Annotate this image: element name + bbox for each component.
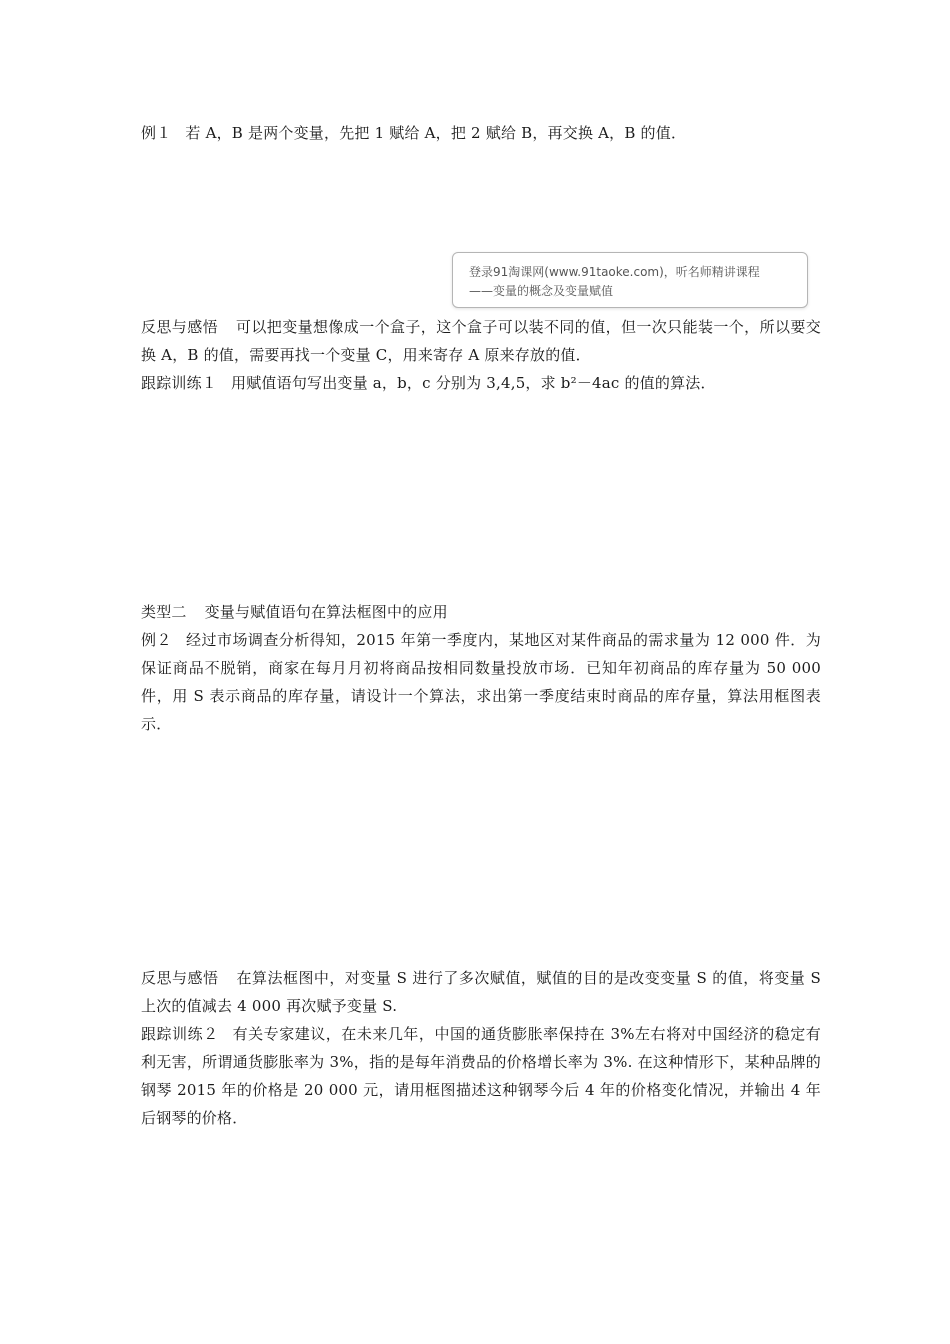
- training-2-text: 有关专家建议，在未来几年，中国的通货膨胀率保持在 3%左右将对中国经济的稳定有利无害，所谓通货膨胀率为 3%，指的是每年消费品的价格增长率为 3%. 在这种情形下，某种品牌的钢琴 2015 年的价格是 20 000 元，请用框图描述这种钢琴今后 4 年的价格变化情况，并输出 4 年后钢琴的价格．: [141, 1025, 821, 1127]
- section-type-2-label: 类型二: [141, 603, 187, 621]
- section-type-2-title: 变量与赋值语句在算法框图中的应用: [204, 603, 448, 621]
- reflection-1-label: 反思与感悟: [141, 318, 218, 336]
- reflection-2-label: 反思与感悟: [141, 969, 219, 987]
- banner-line-1[interactable]: 登录91淘课网(www.91taoke.com)，听名师精讲课程: [469, 265, 760, 279]
- section-type-2: [141, 598, 821, 626]
- example-1-label: 例１: [141, 124, 172, 142]
- example-1: [141, 119, 821, 147]
- example-2-label: 例２: [141, 631, 172, 649]
- training-1: [141, 369, 821, 397]
- reflection-2-text: 在算法框图中，对变量 S 进行了多次赋值，赋值的目的是改变变量 S 的值，将变量 S 上次的值减去 4 000 再次赋予变量 S.: [141, 969, 821, 1015]
- example-2: [141, 626, 821, 738]
- example-1-text: 若 A，B 是两个变量，先把 1 赋给 A，把 2 赋给 B，再交换 A，B 的值．: [185, 124, 687, 142]
- reflection-1: [141, 313, 821, 369]
- training-1-label: 跟踪训练１: [141, 374, 218, 392]
- training-2: [141, 1020, 821, 1132]
- training-2-label: 跟踪训练２: [141, 1025, 219, 1043]
- reflection-1-text: 可以把变量想像成一个盒子，这个盒子可以装不同的值，但一次只能装一个，所以要交换 A，B 的值，需要再找一个变量 C，用来寄存 A 原来存放的值．: [141, 318, 821, 364]
- course-link-banner[interactable]: [452, 252, 808, 308]
- reflection-2: [141, 964, 821, 1020]
- training-1-text: 用赋值语句写出变量 a，b，c 分别为 3,4,5，求 b²－4ac 的值的算法．: [231, 374, 716, 392]
- banner-line-2: ——变量的概念及变量赋值: [469, 284, 614, 298]
- example-2-text: 经过市场调查分析得知，2015 年第一季度内，某地区对某件商品的需求量为 12 000 件．为保证商品不脱销，商家在每月月初将商品按相同数量投放市场．已知年初商品的库存量为 50 000 件，用 S 表示商品的库存量，请设计一个算法，求出第一季度结束时商品的库存量，算法用框图表示．: [141, 631, 821, 733]
